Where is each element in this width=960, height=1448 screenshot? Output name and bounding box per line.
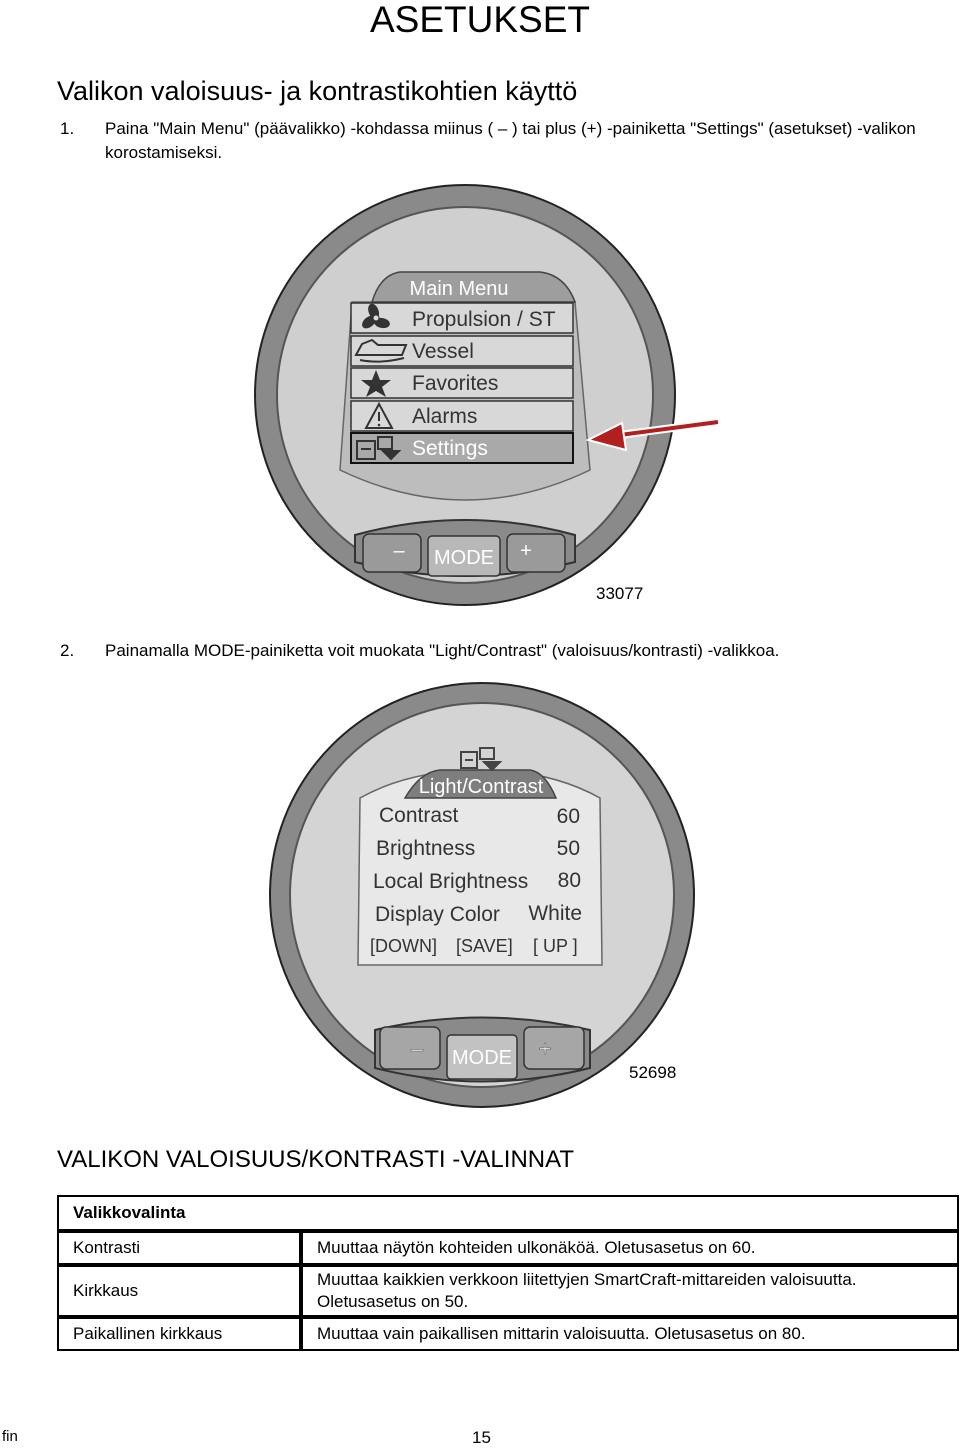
minus-label: –	[410, 1036, 424, 1061]
option-name: Kirkkaus	[57, 1265, 301, 1317]
minus-button[interactable]	[363, 534, 421, 572]
option-name: Paikallinen kirkkaus	[57, 1317, 301, 1351]
option-desc-line: Muuttaa kaikkien verkkoon liitettyjen SmartCraft-mittareiden valoisuutta.	[317, 1270, 857, 1289]
display-color-value: White	[528, 902, 582, 925]
light-contrast-gauge-figure	[0, 650, 960, 1130]
contrast-value: 60	[556, 805, 580, 828]
menu-item-label: Settings	[412, 437, 488, 460]
table-header-row	[57, 1195, 959, 1231]
plus-label: +	[538, 1036, 552, 1061]
page-title: ASETUKSET	[370, 0, 590, 40]
plus-button[interactable]	[524, 1027, 584, 1069]
main-menu-gauge-figure	[0, 0, 960, 620]
softkey-save[interactable]: [SAVE]	[456, 936, 513, 956]
table-header-cell: Valikkovalinta	[57, 1195, 959, 1231]
footer-page-number: 15	[472, 1428, 491, 1447]
plus-button[interactable]	[507, 534, 565, 572]
table-row	[57, 1265, 959, 1317]
section-title: Valikon valoisuus- ja kontrastikohtien käyttö	[57, 76, 578, 106]
menu-item-label: Favorites	[412, 372, 499, 395]
softkey-up[interactable]: [ UP ]	[533, 936, 578, 956]
brightness-label: Brightness	[376, 837, 476, 860]
option-desc: Muuttaa vain paikallisen mittarin valoisuutta. Oletusasetus on 80.	[301, 1317, 959, 1351]
option-name: Kontrasti	[57, 1231, 301, 1265]
option-desc: Muuttaa näytön kohteiden ulkonäköä. Oletusasetus on 60.	[301, 1231, 959, 1265]
minus-label: –	[393, 540, 405, 562]
figure-id: 52698	[629, 1063, 677, 1082]
options-title: VALIKON VALOISUUS/KONTRASTI -VALINNAT	[57, 1146, 574, 1173]
option-desc-line: Oletusasetus on 50.	[317, 1292, 469, 1311]
table-row	[57, 1231, 959, 1265]
main-menu-title: Main Menu	[409, 278, 509, 300]
display-color-label: Display Color	[375, 903, 500, 926]
contrast-label: Contrast	[379, 804, 459, 827]
options-table	[57, 1195, 959, 1351]
table-row	[57, 1317, 959, 1351]
footer-language: fin	[2, 1428, 18, 1445]
menu-item-label: Vessel	[412, 340, 474, 363]
step-text: Paina "Main Menu" (päävalikko) -kohdassa miinus ( – ) tai plus (+) -painiketta "Settings" (asetukset) -valikon korostamiseksi.	[105, 119, 916, 162]
menu-item-label: Alarms	[412, 405, 478, 428]
light-contrast-title: Light/Contrast	[418, 776, 544, 798]
plus-label: +	[520, 540, 532, 562]
figure-id: 33077	[596, 584, 644, 603]
local-brightness-label: Local Brightness	[373, 870, 529, 893]
step-number: 1.	[60, 119, 75, 138]
option-desc	[301, 1265, 959, 1317]
softkey-down[interactable]: [DOWN]	[370, 936, 437, 956]
step-number: 2.	[60, 641, 75, 660]
menu-item-label: Propulsion / ST	[412, 308, 556, 331]
mode-label: MODE	[434, 547, 494, 569]
local-brightness-value: 80	[557, 869, 581, 892]
step-text: Painamalla MODE-painiketta voit muokata "Light/Contrast" (valoisuus/kontrasti) -valikkoa.	[105, 641, 780, 660]
mode-label: MODE	[452, 1047, 512, 1069]
brightness-value: 50	[556, 837, 580, 860]
